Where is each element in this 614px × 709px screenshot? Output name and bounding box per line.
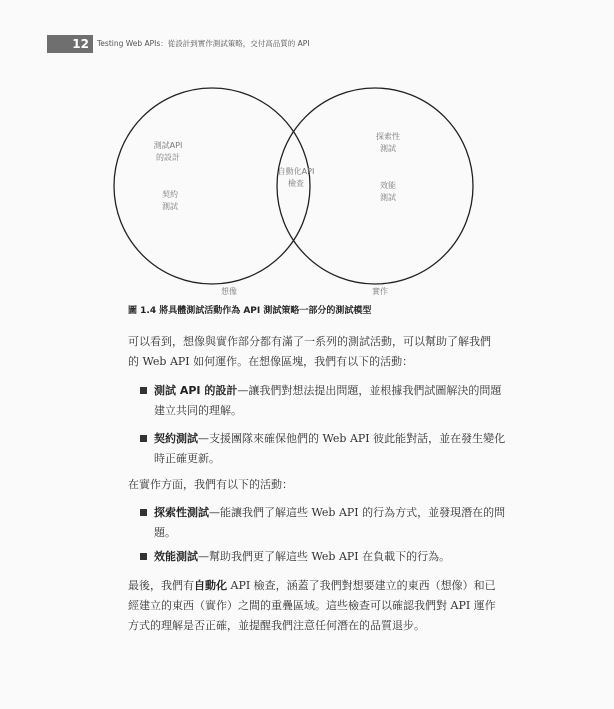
paragraph-intro bbox=[128, 332, 508, 372]
bullet-text-line-2: 建立共同的理解。 bbox=[154, 404, 242, 417]
conclusion-text: 最後，我們有 bbox=[128, 579, 194, 592]
conclusion-line-3: 方式的理解是否正確，並提醒我們注意任何潛在的品質退步。 bbox=[128, 619, 425, 632]
bullet-performance-test bbox=[140, 547, 508, 567]
label-performance-test-2: 測試 bbox=[380, 193, 396, 202]
bullet-term: 探索性測試 bbox=[154, 506, 209, 519]
bullet-square-icon bbox=[140, 509, 147, 516]
paragraph-intro-line-2: 的 Web API 如何運作。在想像區塊，我們有以下的活動： bbox=[128, 355, 414, 368]
bullet-square-icon bbox=[140, 553, 147, 560]
label-exploratory-test-1: 探索性 bbox=[376, 132, 400, 141]
conclusion-line-2: 經建立的東西（實作）之間的重疊區域。這些檢查可以確認我們對 API 運作 bbox=[128, 599, 496, 612]
label-exploratory-test-2: 測試 bbox=[380, 144, 396, 153]
label-performance-test-1: 效能 bbox=[380, 181, 396, 190]
bullet-text: —讓我們對想法提出問題，並根據我們試圖解決的問題 bbox=[237, 384, 502, 397]
automation-highlight: 自動化 bbox=[194, 579, 227, 592]
figure-caption: 圖 1.4 將具體測試活動作為 API 測試策略一部分的測試模型 bbox=[128, 306, 372, 316]
paragraph-implementation: 在實作方面，我們有以下的活動： bbox=[128, 478, 293, 491]
bullet-text: —幫助我們更了解這些 Web API 在負載下的行為。 bbox=[198, 550, 451, 563]
label-automated-check-2: 檢查 bbox=[288, 179, 304, 188]
paragraph-conclusion bbox=[128, 576, 508, 636]
bullet-term: 契約測試 bbox=[154, 432, 198, 445]
left-circle-imagination bbox=[114, 88, 310, 284]
bullet-text: —支援團隊來確保他們的 Web API 彼此能對話，並在發生變化 bbox=[198, 432, 506, 445]
bullet-api-design bbox=[140, 381, 508, 421]
bullet-exploratory-test bbox=[140, 503, 508, 543]
right-circle-implementation bbox=[277, 88, 473, 284]
bullet-text-line-2: 題。 bbox=[154, 526, 176, 539]
conclusion-text: API 檢查，涵蓋了我們對想要建立的東西（想像）和已 bbox=[227, 579, 496, 592]
label-api-design-2: 的設計 bbox=[156, 153, 180, 162]
label-contract-test-1: 契約 bbox=[162, 190, 178, 199]
label-api-design-1: 測試API bbox=[153, 141, 183, 150]
page-number: 12 bbox=[72, 37, 89, 51]
bullet-square-icon bbox=[140, 387, 147, 394]
bullet-contract-test bbox=[140, 429, 508, 469]
label-automated-check-1: 自動化API bbox=[277, 167, 315, 176]
label-contract-test-2: 測試 bbox=[162, 202, 178, 211]
running-title: Testing Web APIs：從設計到實作測試策略，交付高品質的 API bbox=[97, 39, 310, 48]
bullet-text-line-2: 時正確更新。 bbox=[154, 452, 220, 465]
bullet-square-icon bbox=[140, 435, 147, 442]
paragraph-intro-line-1: 可以看到，想像與實作部分都有滿了一系列的測試活動，可以幫助了解我們 bbox=[128, 335, 491, 348]
bullet-term: 測試 API 的設計 bbox=[154, 384, 238, 397]
label-implementation: 實作 bbox=[372, 287, 388, 296]
bullet-text: —能讓我們了解這些 Web API 的行為方式，並發現潛在的問 bbox=[209, 506, 506, 519]
label-imagination: 想像 bbox=[221, 287, 237, 296]
bullet-term: 效能測試 bbox=[154, 550, 198, 563]
